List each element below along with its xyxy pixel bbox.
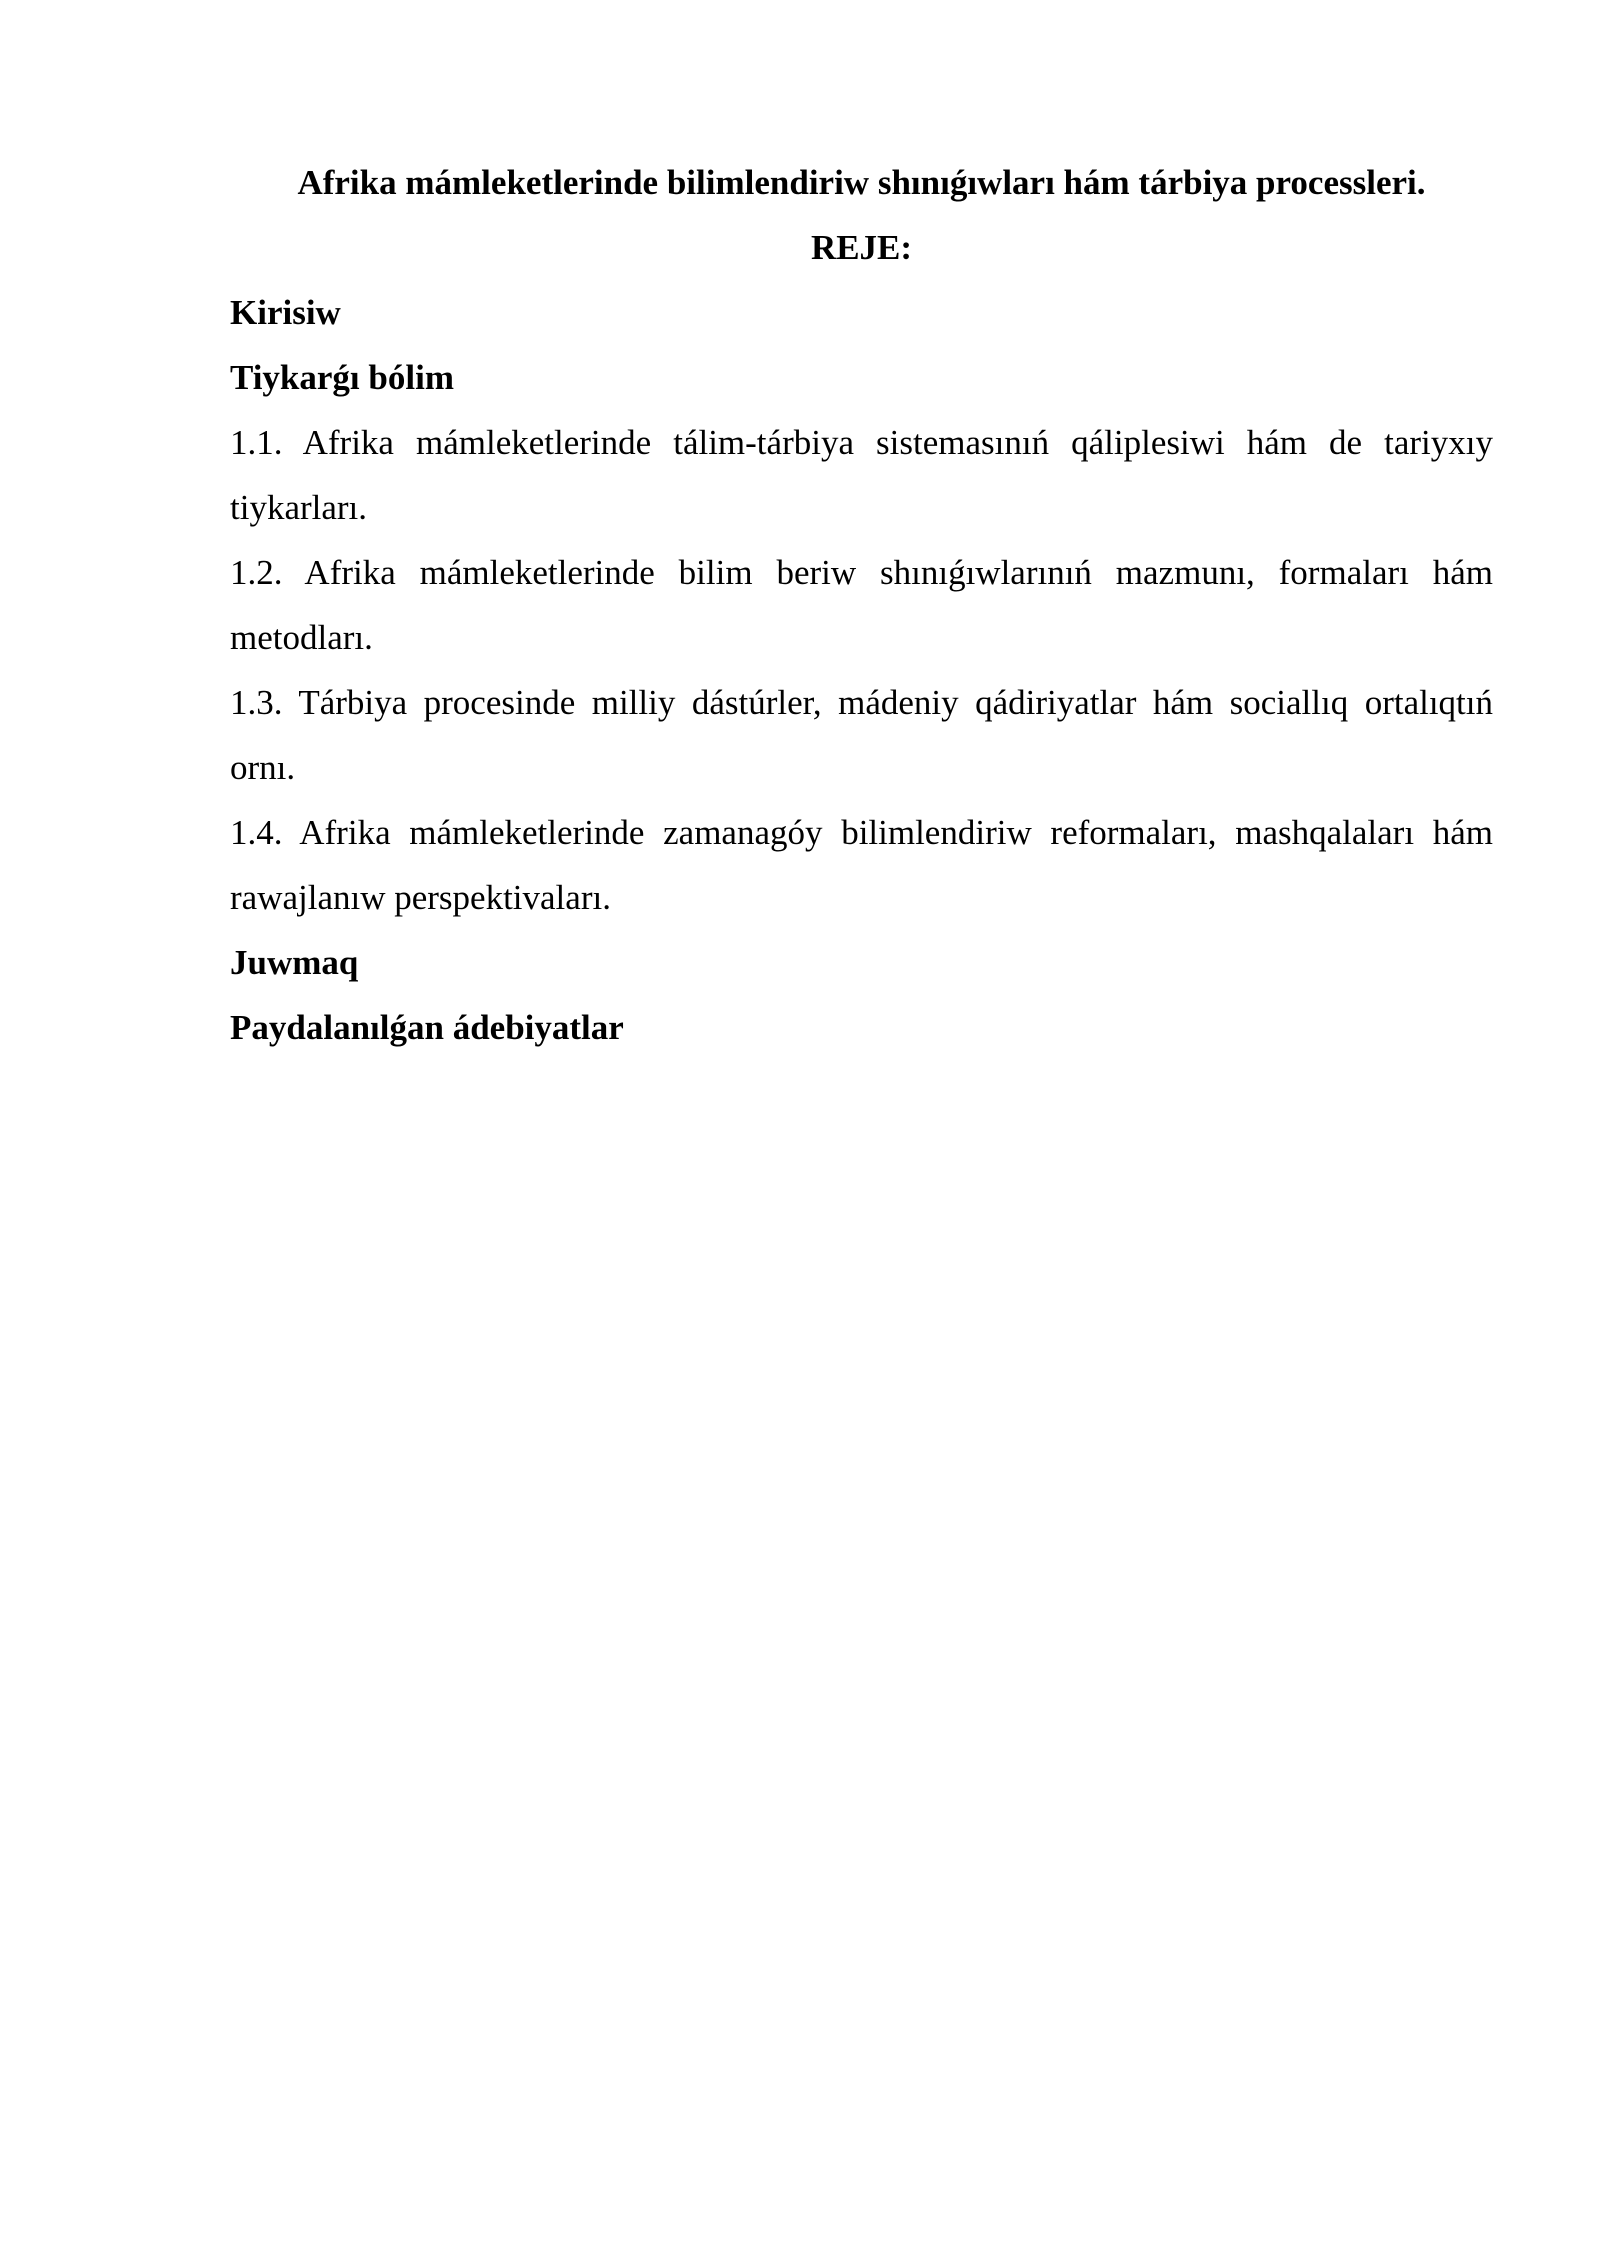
document-body xyxy=(230,150,1493,1060)
plan-item: 1.4. Afrika mámleketlerinde zamanagóy bilimlendiriw reformaları, mashqalaları hám rawajlanıw perspektivaları. xyxy=(230,813,1493,917)
section-main-part: Tiykarǵı bólim xyxy=(230,358,454,397)
document-title: Afrika mámleketlerinde bilimlendiriw shınıǵıwları hám tárbiya processleri. xyxy=(297,163,1426,202)
section-intro: Kirisiw xyxy=(230,293,341,332)
plan-heading: REJE: xyxy=(810,228,913,267)
plan-item: 1.2. Afrika mámleketlerinde bilim beriw shınıǵıwlarınıń mazmunı, formaları hám metodları. xyxy=(230,553,1493,657)
section-conclusion: Juwmaq xyxy=(230,943,359,982)
plan-item: 1.1. Afrika mámleketlerinde tálim-tárbiya sistemasınıń qáliplesiwi hám de tariyxıy tiykarları. xyxy=(230,423,1493,527)
section-references: Paydalanılǵan ádebiyatlar xyxy=(230,1008,624,1047)
plan-item: 1.3. Tárbiya procesinde milliy dástúrler, mádeniy qádiriyatlar hám sociallıq ortalıqtıń ornı. xyxy=(230,683,1493,787)
